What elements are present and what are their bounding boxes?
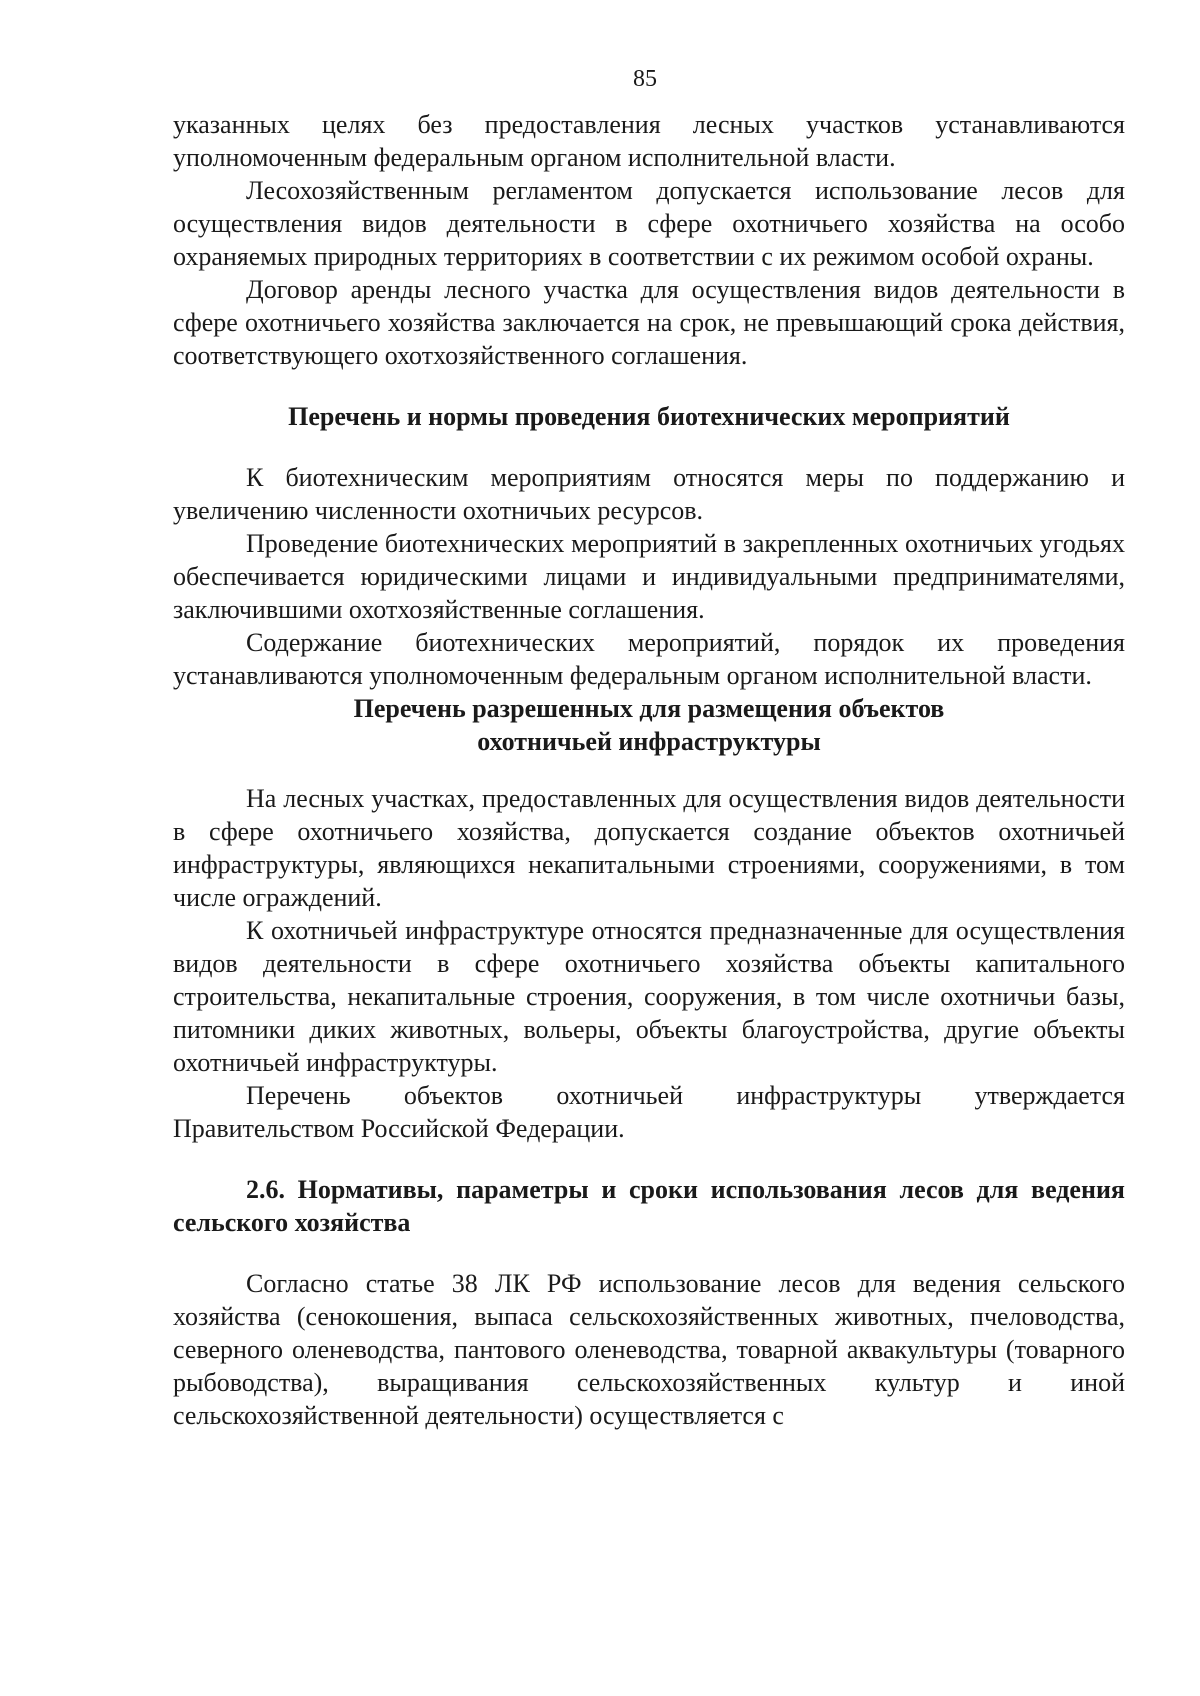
- paragraph-infrastructure-list: Перечень объектов охотничьей инфраструктуры утверждается Правительством Российской Федерации.: [173, 1081, 1125, 1143]
- paragraph-infrastructure-definition: К охотничьей инфраструктуре относятся предназначенные для осуществления видов деятельности в сфере охотничьего хозяйства объекты капитального строительства, некапитальные строения, сооружения, в том числе охотничьи базы, питомники диких животных, вольеры, объекты благоустройства, другие объекты охотничьей инфраструктуры.: [173, 916, 1125, 1077]
- heading-section-2-6: 2.6. Нормативы, параметры и сроки использования лесов для ведения сельского хозяйства: [173, 1175, 1125, 1237]
- paragraph-infrastructure-creation: На лесных участках, предоставленных для осуществления видов деятельности в сфере охотничьего хозяйства, допускается создание объектов охотничьей инфраструктуры, являющихся некапитальными строениями, сооружениями, в том числе ограждений.: [173, 784, 1125, 912]
- heading-infrastructure-line2: охотничьей инфраструктуры: [477, 727, 821, 756]
- document-body: [173, 108, 1125, 1432]
- paragraph-biotechnical-responsibility: Проведение биотехнических мероприятий в закрепленных охотничьих угодьях обеспечивается юридическими лицами и индивидуальными предпринимателями, заключившими охотхозяйственные соглашения.: [173, 529, 1125, 624]
- paragraph-biotechnical-definition: К биотехническим мероприятиям относятся меры по поддержанию и увеличению численности охотничьих ресурсов.: [173, 463, 1125, 525]
- paragraph-agriculture-usage: Согласно статье 38 ЛК РФ использование лесов для ведения сельского хозяйства (сенокошения, выпаса сельскохозяйственных животных, пчеловодства, северного оленеводства, пантового оленеводства, товарной аквакультуры (товарного рыбоводства), выращивания сельскохозяйственных культур и иной сельскохозяйственной деятельности) осуществляется с: [173, 1269, 1125, 1430]
- page-number: 85: [633, 66, 657, 92]
- heading-infrastructure-line1: Перечень разрешенных для размещения объектов: [353, 694, 945, 723]
- paragraph-lease-agreement: Договор аренды лесного участка для осуществления видов деятельности в сфере охотничьего хозяйства заключается на срок, не превышающий срока действия, соответствующего охотхозяйственного соглашения.: [173, 275, 1125, 370]
- heading-biotechnical-measures: Перечень и нормы проведения биотехнических мероприятий: [288, 402, 1010, 431]
- paragraph-biotechnical-content: Содержание биотехнических мероприятий, порядок их проведения устанавливаются уполномоченным федеральным органом исполнительной власти.: [173, 628, 1125, 690]
- paragraph-continuation: указанных целях без предоставления лесных участков устанавливаются уполномоченным федеральным органом исполнительной власти.: [173, 110, 1125, 172]
- paragraph-forest-regulation: Лесохозяйственным регламентом допускается использование лесов для осуществления видов деятельности в сфере охотничьего хозяйства на особо охраняемых природных территориях в соответствии с их режимом особой охраны.: [173, 176, 1125, 271]
